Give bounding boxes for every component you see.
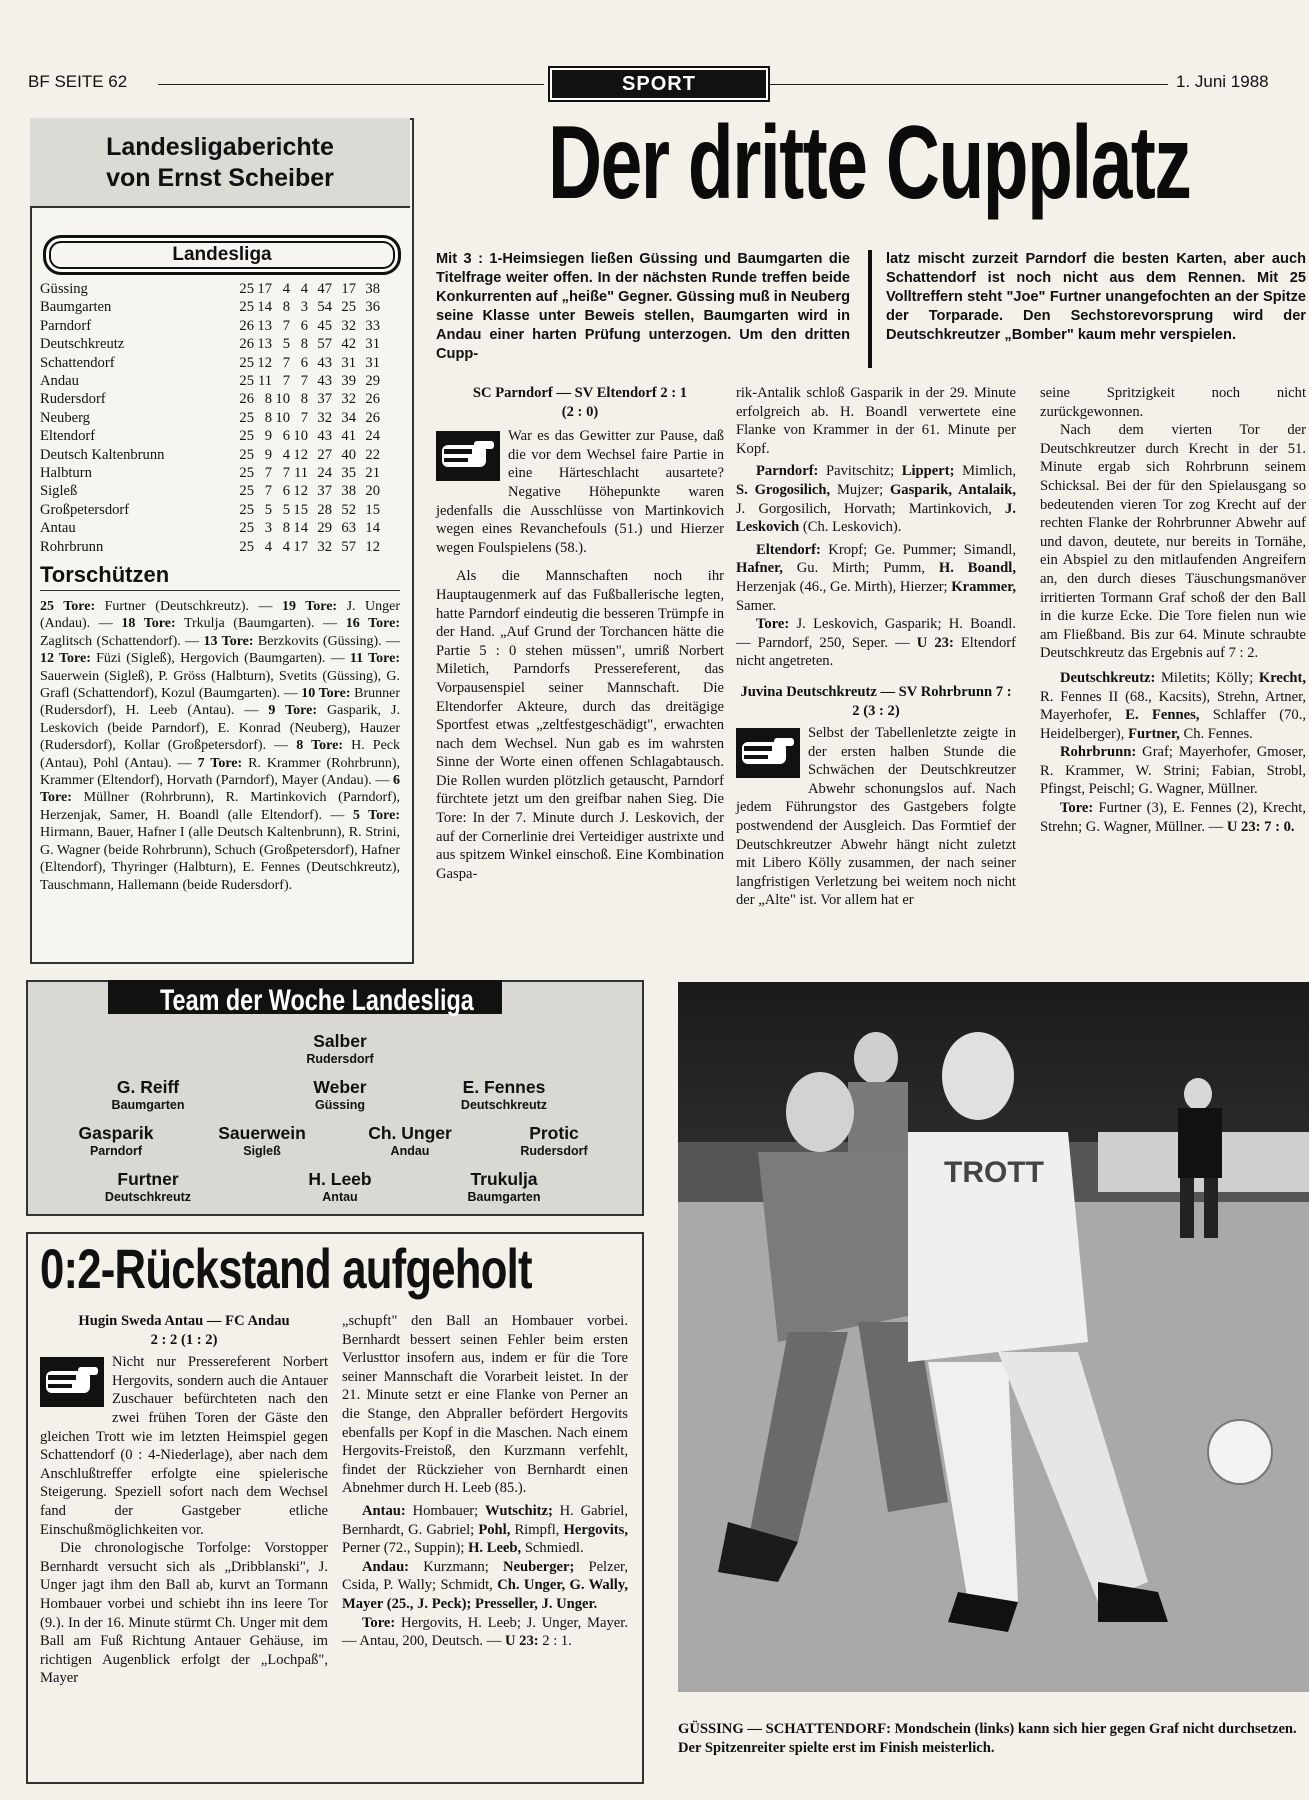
standings-cell: 25	[341, 299, 356, 316]
standings-row	[40, 409, 380, 427]
standings-cell: 36	[365, 299, 380, 316]
player-club: Antau	[322, 1190, 358, 1204]
lineup-deutschkreutz: Deutschkreutz: Miletits; Kölly; Krecht, R. Fennes II (68., Kacsits), Strehn, Artner, Mayerhofer, E. Fennes, Schlaffer (70., Heidelberger), Furtner, Ch. Fennes.	[1040, 669, 1307, 742]
article2-column-2	[342, 1312, 628, 1651]
player-name: Trukulja	[470, 1169, 538, 1189]
standings-row	[40, 298, 380, 316]
standings-cell: 31	[341, 354, 356, 371]
standings-cell: 43	[317, 428, 332, 445]
standings-cell: 43	[317, 354, 332, 371]
standings-cell: 12	[365, 538, 380, 555]
article2-headline: 0:2-Rückstand aufgeholt	[40, 1237, 532, 1300]
match-heading-deutschkreutz: Juvina Deutschkreutz — SV Rohrbrunn 7 : 2 (3 : 2)	[740, 683, 1012, 719]
team-name: Deutschkreutz	[40, 336, 125, 353]
team-name: Schattendorf	[40, 354, 115, 371]
standings-cell: 14	[365, 520, 380, 537]
standings-cell: 4	[264, 538, 272, 555]
standings-cell: 12	[293, 446, 308, 463]
article-paragraph: Als die Mannschaften noch ihr Hauptaugenmerk auf das Fußballerische legten, hatte Parndorf eindeutig die besseren Trümpfe in der Hand. „Auf Grund der Torchancen hätte die Partie 5 : 0 stehen müssen", umriß Norbert Miletich, Parndorfs Pressereferent, das Vorpausenspiel seiner Mannschaft. Die Eltendorfer Akteure, durch das dreitägige Sportfest etwas „zeltfestgeschädigt", erwachten nach dem Wechsel. Nun gab es im wahrsten Sinne der Worte einen offenen Schlagabtausch. Die Rollen wurden plötzlich getauscht, Parndorf fürchtete jetzt um den greifbar nahen Sieg. Die Tore: In der 7. Minute durch J. Leskovich, der auf der Cornerlinie drei Verteidiger austrixte und aus spitzem Winkel einschoß. Eine Kombination Gaspa-	[436, 568, 724, 882]
match-heading-antau: Hugin Sweda Antau — FC Andau 2 : 2 (1 : 2)	[78, 1313, 290, 1348]
standings-cell: 32	[341, 391, 356, 408]
standings-cell: 31	[365, 336, 380, 353]
pointing-hand-icon	[736, 728, 800, 778]
article2-column-1	[40, 1312, 328, 1688]
standings-cell: 63	[341, 520, 356, 537]
standings-cell: 5	[282, 501, 290, 518]
standings-cell: 40	[341, 446, 356, 463]
scorers-list: 25 Tore: Furtner (Deutschkreutz). — 19 Tore: J. Unger (Andau). — 18 Tore: Trkulja (Baumgarten). — 16 Tore: Zaglitsch (Schattendorf). — 13 Tore: Berzkovits (Güssing). — 12 Tore: Füzi (Sigleß), Hergovich (Baumgarten). — 11 Tore: Sauerwein (Sigleß), P. Gröss (Halbturn), Svetits (Güssing), G. Grafl (Schattendorf), Kozul (Baumgarten). — 10 Tore: Brunner (Rudersdorf), H. Leeb (Antau). — 9 Tore: Gasparik, J. Leskovich (beide Parndorf), E. Konrad (Neuberg), Hauzer (Rudersdorf), Kollar (Großpetersdorf). — 8 Tore: H. Peck (Antau), Pohl (Antau). — 7 Tore: R. Krammer (Rohrbrunn), Krammer (Eltendorf), Horvath (Parndorf), Mayer (Andau). — 6 Tore: Müllner (Rohrbrunn), R. Martinkovich (Parndorf), Herzenjak, Samer, H. Boandl (alle Eltendorf). — 5 Tore: Hirmann, Bauer, Hafner I (alle Deutsch Kaltenbrunn), R. Strini, G. Wagner (beide Rohrbrunn), Schuch (Großpetersdorf), Hafner (Eltendorf), Thyringer (Halbturn), E. Fennes (Deutschkreutz), Tauschmann, Hallemann (beide Rudersdorf).	[40, 599, 400, 893]
standings-cell: 8	[264, 391, 272, 408]
standings-row	[40, 372, 380, 390]
standings-cell: 17	[293, 538, 308, 555]
team-player	[36, 1122, 196, 1159]
team-player	[260, 1076, 420, 1113]
standings-cell: 47	[317, 281, 332, 297]
shirt-text: TROTT	[944, 1156, 1044, 1189]
standings-table	[40, 280, 380, 556]
player-club: Deutschkreutz	[460, 1098, 548, 1112]
article-column-2	[736, 384, 1016, 910]
standings-cell: 15	[365, 501, 380, 518]
standings-cell: 54	[317, 299, 332, 316]
standings-cell: 22	[365, 446, 380, 463]
player-name: H. Leeb	[308, 1169, 372, 1189]
standings-cell: 25	[239, 465, 254, 482]
player-club: Parndorf	[89, 1144, 143, 1158]
standings-row	[40, 280, 380, 298]
standings-cell: 25	[239, 281, 254, 297]
standings-cell: 33	[365, 317, 380, 334]
article-paragraph: Nach dem vierten Tor der Deutschkreutzer durch Krecht in der 51. Minute ergab sich Rohrbrunn seinem Schicksal. Bei der für den Spielausgang so bedeutenden vieren Tor zog Krecht auf der rechten Flanke der Rohrbrunner Abwehr auf und davon, deutete, nur bereits in Tornähe, ein Abspiel zu den mitlaufenden Angreifern an, den durch dieses Täuschungsmanöver irritierten Tormann Graf schoß der den Ball in die kurze Ecke. Die Tore fielen nun wie am Fließband. Bis zur 64. Minute schraubte Deutschkreutz das Ergebnis auf 7 : 2.	[1040, 422, 1306, 662]
standings-row	[40, 538, 380, 556]
standings-cell: 12	[257, 354, 272, 371]
standings-row	[40, 446, 380, 464]
player-club: Deutschkreutz	[104, 1190, 192, 1204]
player-club: Andau	[390, 1144, 430, 1158]
standings-cell: 6	[282, 428, 290, 445]
match-heading-parndorf: SC Parndorf — SV Eltendorf 2 : 1 (2 : 0)	[472, 385, 688, 420]
lineup-eltendorf: Eltendorf: Kropf; Ge. Pummer; Simandl, Hafner, Gu. Mirth; Pumm, H. Boandl, Herzenjak (46., Ge. Mirth), Hierzer; Krammer, Samer.	[736, 541, 1016, 614]
standings-cell: 29	[317, 520, 332, 537]
standings-cell: 20	[365, 483, 380, 500]
standings-cell: 8	[300, 336, 308, 353]
standings-cell: 35	[341, 465, 356, 482]
team-name: Baumgarten	[40, 299, 112, 316]
standings-cell: 7	[264, 483, 272, 500]
team-player	[260, 1030, 420, 1067]
standings-cell: 6	[300, 317, 308, 334]
standings-cell: 25	[239, 501, 254, 518]
standings-cell: 25	[239, 538, 254, 555]
team-name: Rohrbrunn	[40, 538, 104, 555]
standings-cell: 11	[257, 373, 272, 390]
standings-cell: 31	[365, 354, 380, 371]
standings-cell: 25	[239, 409, 254, 426]
standings-cell: 12	[293, 483, 308, 500]
standings-cell: 32	[317, 409, 332, 426]
player-name: E. Fennes	[462, 1077, 546, 1097]
standings-cell: 15	[293, 501, 308, 518]
standings-cell: 26	[365, 391, 380, 408]
pointing-hand-icon	[436, 431, 500, 481]
standings-cell: 25	[239, 354, 254, 371]
standings-cell: 37	[317, 391, 332, 408]
standings-cell: 10	[275, 409, 290, 426]
standings-cell: 17	[257, 281, 272, 297]
standings-cell: 52	[341, 501, 356, 518]
article-paragraph: War es das Gewitter zur Pause, daß die vor dem Wechsel faire Partie in eine Härteschlacht ausartete? Negative Höhepunkte waren jedenfalls die Ausschlüsse von Martinkovich wegen eines Revanchefouls (51.) und Hierzer wegen Foulspielens (58.).	[436, 428, 724, 556]
player-name: Salber	[313, 1031, 367, 1051]
standings-cell: 43	[317, 373, 332, 390]
lineup-andau: Andau: Kurzmann; Neuberger; Pelzer, Csida, P. Wally; Schmidt, Ch. Unger, G. Wally, Mayer (25., J. Peck); Presseller, J. Unger.	[342, 1558, 628, 1612]
standings-cell: 32	[317, 538, 332, 555]
standings-cell: 14	[257, 299, 272, 316]
standings-cell: 10	[275, 391, 290, 408]
standings-cell: 25	[239, 373, 254, 390]
section-label: SPORT	[548, 66, 770, 102]
standings-cell: 3	[300, 299, 308, 316]
standings-cell: 5	[282, 336, 290, 353]
header-rule-left	[158, 84, 544, 85]
standings-cell: 6	[300, 354, 308, 371]
team-player	[182, 1122, 342, 1159]
match-photo	[678, 982, 1309, 1692]
standings-cell: 37	[317, 483, 332, 500]
standings-cell: 10	[293, 428, 308, 445]
player-name: Sauerwein	[218, 1123, 306, 1143]
report-title-line2: von Ernst Scheiber	[106, 164, 334, 192]
team-player	[260, 1168, 420, 1205]
team-name: Eltendorf	[40, 428, 96, 445]
team-name: Antau	[40, 520, 76, 537]
player-club: Baumgarten	[111, 1098, 185, 1112]
issue-date: 1. Juni 1988	[1176, 72, 1269, 91]
standings-cell: 4	[282, 446, 290, 463]
lineup-antau: Antau: Hombauer; Wutschitz; H. Gabriel, Bernhardt, G. Gabriel; Pohl, Rimpfl, Hergovits, Perner (72., Suppin); H. Leeb, Schmiedl.	[342, 1502, 628, 1557]
standings-cell: 7	[282, 465, 290, 482]
player-club: Baumgarten	[467, 1190, 541, 1204]
standings-cell: 8	[264, 409, 272, 426]
standings-cell: 41	[341, 428, 356, 445]
standings-cell: 29	[365, 373, 380, 390]
team-player	[424, 1168, 584, 1205]
team-player	[68, 1076, 228, 1113]
player-name: Weber	[313, 1077, 367, 1097]
standings-cell: 3	[264, 520, 272, 537]
standings-cell: 25	[239, 428, 254, 445]
lineup-rohrbrunn: Rohrbrunn: Graf; Mayerhofer, Gmoser, R. Krammer, W. Strini; Fabian, Strobl, Pfingst, Peischl; G. Wagner, Müllner.	[1040, 744, 1306, 798]
standings-row	[40, 427, 380, 445]
goals-parndorf: Tore: J. Leskovich, Gasparik; H. Boandl. — Parndorf, 250, Seper. — U 23: Eltendorf nicht angetreten.	[736, 616, 1016, 670]
standings-cell: 24	[317, 465, 332, 482]
article-paragraph: seine Spritzigkeit noch nicht zurückgewonnen.	[1040, 385, 1306, 420]
standings-row	[40, 390, 380, 408]
scorers-rule	[40, 590, 400, 591]
player-name: Furtner	[117, 1169, 179, 1189]
standings-cell: 9	[264, 428, 272, 445]
lead-text-right: latz mischt zurzeit Parndorf die besten Karten, aber auch Schattendorf ist noch nicht aus dem Rennen. Mit 25 Volltreffern steht "Joe" Furtner unangefochten an der Spitze der Torparade. Den Sechstorevorsprung wird der Deutschkreutzer „Bomber" kaum mehr verspielen.	[886, 251, 1306, 343]
standings-cell: 8	[282, 520, 290, 537]
standings-cell: 4	[282, 281, 290, 297]
team-name: Neuberg	[40, 409, 90, 426]
standings-cell: 4	[282, 538, 290, 555]
lineup-parndorf: Parndorf: Pavitschitz; Lippert; Mimlich, S. Grogosilich, Mujzer; Gasparik, Antalaik, J. Gorgosilich, Horvath; Martinkovich, J. Leskovich (Ch. Leskovich).	[736, 463, 1016, 536]
player-club: Sigleß	[243, 1144, 281, 1158]
header-rule-right	[770, 84, 1168, 85]
standings-cell: 57	[317, 336, 332, 353]
report-title-line1: Landesligaberichte	[106, 133, 334, 161]
standings-cell: 7	[300, 373, 308, 390]
standings-cell: 26	[239, 336, 254, 353]
standings-cell: 4	[300, 281, 308, 297]
standings-cell: 26	[365, 409, 380, 426]
standings-cell: 6	[282, 483, 290, 500]
standings-cell: 14	[293, 520, 308, 537]
standings-cell: 13	[257, 317, 272, 334]
article-column-1	[436, 384, 724, 883]
standings-cell: 7	[264, 465, 272, 482]
standings-cell: 7	[300, 409, 308, 426]
standings-cell: 13	[257, 336, 272, 353]
pointing-hand-icon	[40, 1357, 104, 1407]
standings-cell: 34	[341, 409, 356, 426]
team-name: Andau	[40, 373, 79, 390]
team-player	[424, 1076, 584, 1113]
standings-row	[40, 501, 380, 519]
standings-cell: 39	[341, 373, 356, 390]
standings-cell: 38	[341, 483, 356, 500]
team-name: Großpetersdorf	[40, 501, 130, 518]
standings-cell: 11	[293, 465, 308, 482]
standings-cell: 7	[282, 317, 290, 334]
league-report-header	[30, 118, 410, 208]
article-paragraph: Selbst der Tabellenletzte zeigte in der ersten halben Stunde die Schwächen der Deutschkreutzer Abwehr schonungslos auf. Nach jedem Führungstor des Gastgebers folgte postwendend der Ausgleich. Das Formtief der Deutschkreutzer Abwehr hängt nicht zuletzt mit Libero Kölly zusammen, der nach seiner langfristigen Verletzung bei weitem noch nicht der „Alte" ist. Vor allem hat er	[736, 725, 1016, 909]
article-column-3	[1040, 384, 1306, 836]
article-paragraph: „schupft" den Ball an Hombauer vorbei. Bernhardt bessert seinen Fehler beim ersten Verlusttor insofern aus, indem er für die Tore seiner Mannschaft die Vorarbeit leistet. In der 21. Minute setzt er eine Flanke von Perner an die Stange, den Abpraller befördert Hergovits ebenfalls per Kopf in die Maschen. Nach einem Hergovits-Freistoß, den Kurzmann verfehlt, findet der Rückzieher von Bernhardt einen Abnehmer durch H. Leeb (85.).	[342, 1313, 628, 1497]
article-paragraph: rik-Antalik schloß Gasparik in der 29. Minute erfolgreich ab. H. Boandl verwertete eine Flanke von Krammer in der 61. Minute per Kopf.	[736, 385, 1016, 457]
main-headline: Der dritte Cupplatz	[548, 105, 1191, 221]
player-name: G. Reiff	[116, 1077, 180, 1097]
team-name: Parndorf	[40, 317, 92, 334]
player-name: Ch. Unger	[368, 1123, 452, 1143]
standings-cell: 26	[239, 391, 254, 408]
standings-cell: 38	[365, 281, 380, 297]
player-club: Rudersdorf	[520, 1144, 588, 1158]
team-title: Team der Woche Landesliga	[160, 984, 474, 1017]
team-player	[330, 1122, 490, 1159]
standings-cell: 7	[282, 373, 290, 390]
team-name: Sigleß	[40, 483, 78, 500]
standings-cell: 8	[300, 391, 308, 408]
standings-cell: 17	[341, 281, 356, 297]
match-photo-image	[678, 982, 1309, 1692]
standings-row	[40, 335, 380, 353]
standings-cell: 8	[282, 299, 290, 316]
team-player	[68, 1168, 228, 1205]
standings-cell: 25	[239, 446, 254, 463]
page-number: BF SEITE 62	[28, 72, 128, 91]
article-paragraph: Die chronologische Torfolge: Vorstopper Bernhardt versucht sich als „Dribblanski", J. Unger jagt ihm den Ball ab, kurvt an Tormann Hombauer vorbei und schiebt ihn ins leere Tor (9.). In der 16. Minute stürmt Ch. Unger mit dem Ball am Fuß Richtung Antauer Gehäuse, im richtigen Augenblick erfolgt der „Lochpaß", Mayer	[40, 1540, 328, 1687]
team-name: Güssing	[40, 281, 88, 297]
player-club: Rudersdorf	[306, 1052, 374, 1066]
standings-cell: 9	[264, 446, 272, 463]
standings-cell: 21	[365, 465, 380, 482]
photo-caption: GÜSSING — SCHATTENDORF: Mondschein (links) kann sich hier gegen Graf nicht durchsetzen. Der Spitzenreiter spielte erst im Finish meisterlich.	[678, 1721, 1297, 1756]
team-name: Halbturn	[40, 465, 92, 482]
goals-deutschkreutz: Tore: Furtner (3), E. Fennes (2), Krecht, Strehn; G. Wagner, Müllner. — U 23: 7 : 0.	[1040, 800, 1306, 835]
team-name: Rudersdorf	[40, 391, 106, 408]
goals-antau: Tore: Hergovits, H. Leeb; J. Unger, Mayer. — Antau, 200, Deutsch. — U 23: 2 : 1.	[342, 1614, 628, 1650]
standings-cell: 27	[317, 446, 332, 463]
player-club: Güssing	[314, 1098, 365, 1112]
standings-cell: 24	[365, 428, 380, 445]
lead-divider	[868, 250, 872, 368]
standings-row	[40, 519, 380, 537]
standings-cell: 25	[239, 483, 254, 500]
team-name: Deutsch Kaltenbrunn	[40, 446, 165, 463]
standings-cell: 42	[341, 336, 356, 353]
standings-cell: 26	[239, 317, 254, 334]
standings-row	[40, 464, 380, 482]
standings-cell: 25	[239, 299, 254, 316]
standings-row	[40, 317, 380, 335]
standings-cell: 57	[341, 538, 356, 555]
standings-cell: 45	[317, 317, 332, 334]
standings-cell: 28	[317, 501, 332, 518]
standings-cell: 32	[341, 317, 356, 334]
team-player	[474, 1122, 634, 1159]
standings-cell: 7	[282, 354, 290, 371]
standings-row	[40, 354, 380, 372]
scorers-title: Torschützen	[40, 562, 170, 587]
standings-row	[40, 482, 380, 500]
player-name: Protic	[529, 1123, 579, 1143]
standings-cell: 25	[239, 520, 254, 537]
lead-text-left: Mit 3 : 1-Heimsiegen ließen Güssing und Baumgarten die Titelfrage weiter offen. In der nächsten Runde treffen beide Konkurrenten auf „heiße" Gegner. Güssing muß in Neuberg seine Klasse unter Beweis stellen, Baumgarten wird in Andau einer harten Prüfung unterzogen. Um den dritten Cupp-	[436, 251, 850, 362]
player-name: Gasparik	[78, 1123, 154, 1143]
standings-cell: 5	[264, 501, 272, 518]
league-label: Landesliga	[43, 235, 401, 275]
article-paragraph: Nicht nur Pressereferent Norbert Hergovits, sondern auch die Antauer Zuschauer befürchteten nach den zwei frühen Toren der Gäste den gleichen Trott wie im letzten Heimspiel gegen Schattendorf (0 : 4-Niederlage), aber nach dem Anschlußtreffer erfolgte eine spielerische Steigerung. Speziell sofort nach dem Wechsel fand der Gastgeber etliche Einschußmöglichkeiten vor.	[40, 1354, 328, 1538]
